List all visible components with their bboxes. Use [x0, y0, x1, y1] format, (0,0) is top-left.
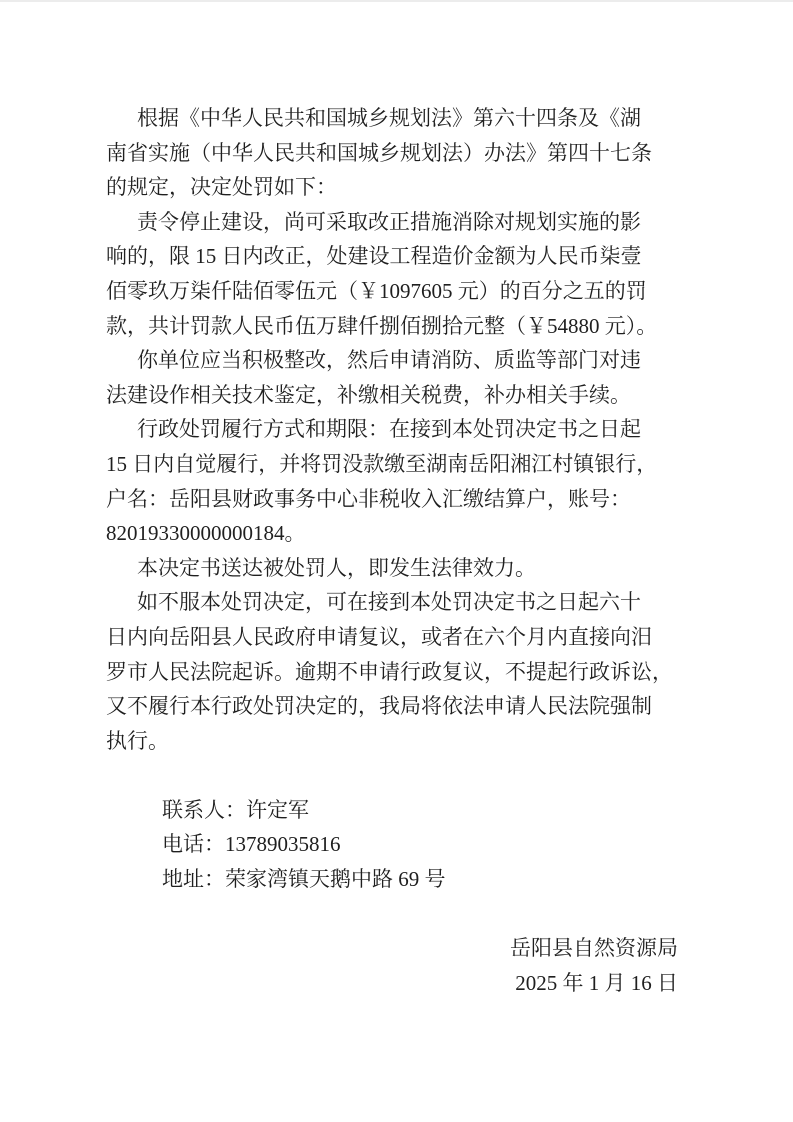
text-line: 行政处罚履行方式和期限：在接到本处罚决定书之日起 — [137, 417, 641, 442]
contact-address-line: 地址：荣家湾镇天鹅中路 69 号 — [162, 867, 446, 892]
signature-date: 2025 年 1 月 16 日 — [515, 970, 678, 995]
text-line: 南省实施（中华人民共和国城乡规划法）办法》第四十七条 — [106, 140, 652, 165]
text-line: 根据《中华人民共和国城乡规划法》第六十四条及《湖 — [137, 106, 641, 130]
text-line: 责令停止建设，尚可采取改正措施消除对规划实施的影 — [137, 209, 641, 234]
text-line: 又不履行本行政处罚决定的，我局将依法申请人民法院强制 — [106, 694, 652, 719]
paragraph-appeal-rights — [106, 585, 678, 758]
paragraph-penalty-terms — [106, 205, 678, 343]
page-top-edge — [0, 0, 793, 2]
text-line: 罗市人民法院起诉。逾期不申请行政复议，不提起行政诉讼， — [106, 659, 673, 684]
contact-phone-line: 电话：13789035816 — [162, 832, 341, 857]
paragraph-legal-effect — [106, 551, 678, 586]
paragraph-legal-basis — [106, 101, 678, 205]
paragraph-payment-instructions — [106, 412, 678, 550]
contact-block — [106, 793, 678, 897]
text-line: 款，共计罚款人民币伍万肆仟捌佰捌拾元整（￥54880 元）。 — [106, 313, 658, 338]
text-line: 法建设作相关技术鉴定，补缴相关税费，补办相关手续。 — [106, 382, 631, 407]
text-line: 本决定书送达被处罚人，即发生法律效力。 — [137, 555, 536, 580]
text-line: 日内向岳阳县人民政府申请复议，或者在六个月内直接向汨 — [106, 624, 652, 649]
text-line: 响的，限 15 日内改正，处建设工程造价金额为人民币柒壹 — [106, 244, 642, 269]
paragraph-rectification — [106, 343, 678, 412]
text-line: 82019330000000184。 — [106, 521, 306, 546]
signature-block — [106, 931, 678, 1000]
text-line: 佰零玖万柒仟陆佰零伍元（￥1097605 元）的百分之五的罚 — [106, 278, 647, 303]
text-line: 你单位应当积极整改，然后申请消防、质监等部门对违 — [137, 348, 641, 373]
document-body — [106, 101, 678, 1000]
contact-person-line: 联系人：许定军 — [162, 797, 309, 822]
text-line: 如不服本处罚决定，可在接到本处罚决定书之日起六十 — [137, 590, 641, 615]
text-line: 执行。 — [106, 728, 169, 753]
text-line: 15 日内自觉履行，并将罚没款缴至湖南岳阳湘江村镇银行， — [106, 451, 658, 476]
text-line: 户名：岳阳县财政事务中心非税收入汇缴结算户，账号： — [106, 486, 631, 511]
text-line: 的规定，决定处罚如下： — [106, 175, 337, 200]
signature-organization: 岳阳县自然资源局 — [510, 936, 678, 961]
